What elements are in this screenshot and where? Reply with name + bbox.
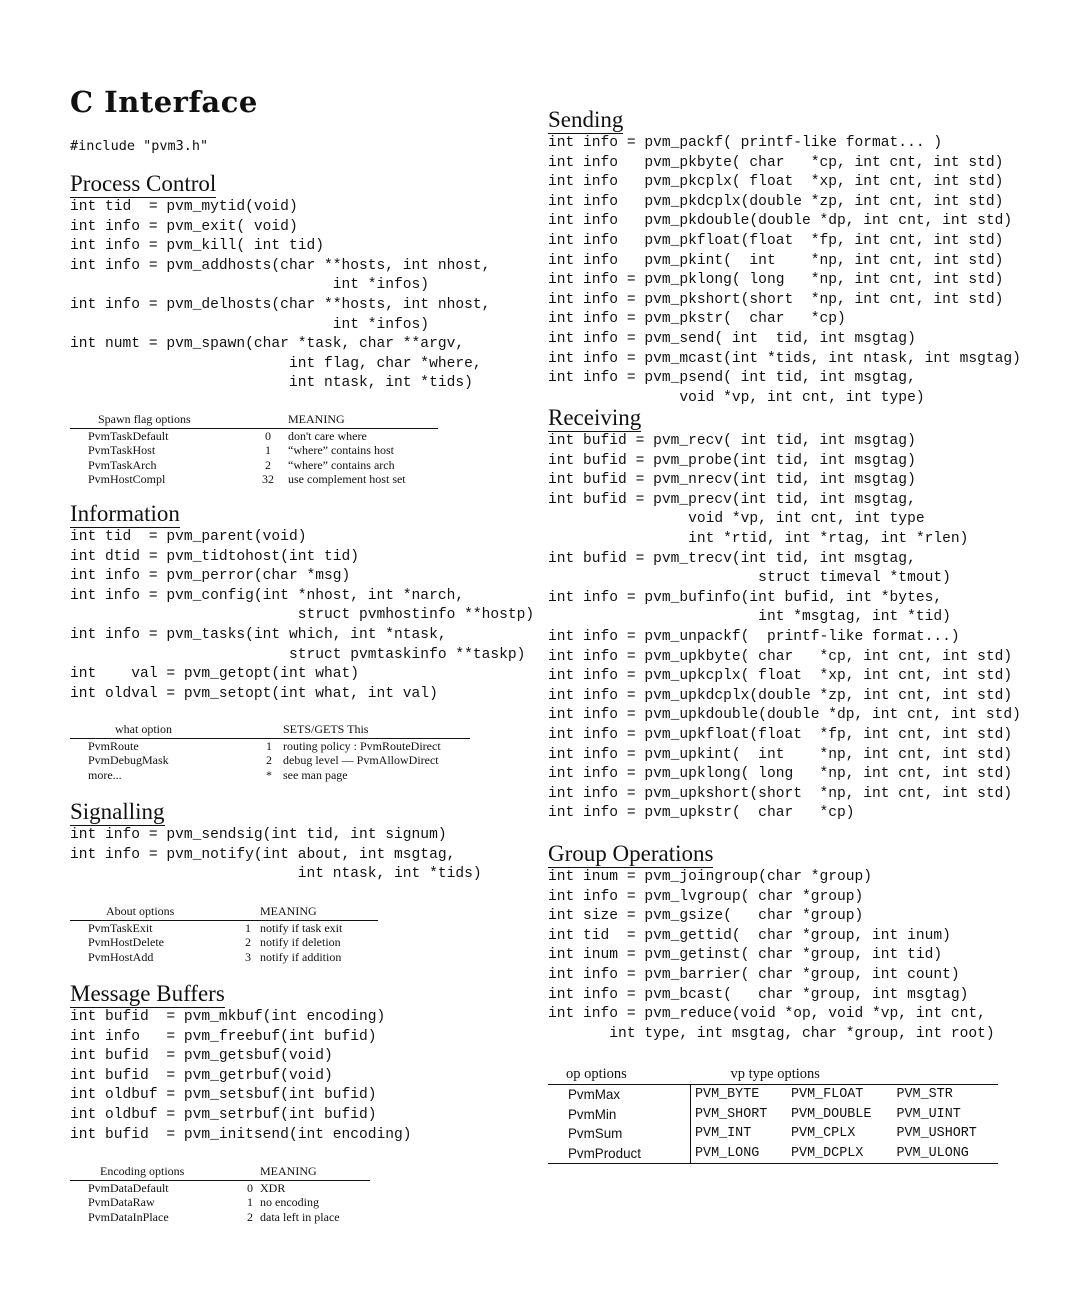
cell: 2 xyxy=(265,457,271,472)
table-row xyxy=(70,443,438,458)
table-header: Spawn flag options xyxy=(70,412,248,428)
cell: 1 xyxy=(245,920,251,935)
cell: 0 xyxy=(247,1180,253,1195)
cell: PVM_SHORT xyxy=(695,1106,768,1122)
information-section xyxy=(70,502,534,704)
cell: PvmMax xyxy=(548,1085,691,1105)
cell: “where” contains arch xyxy=(288,457,395,472)
table-row xyxy=(70,738,470,753)
process-control-section xyxy=(70,172,490,394)
receiving-section xyxy=(548,406,1021,824)
cell: PvmMin xyxy=(548,1105,691,1125)
cell: no encoding xyxy=(260,1195,319,1209)
section-title: Message Buffers xyxy=(70,981,225,1006)
include-line: #include "pvm3.h" xyxy=(70,138,209,154)
cell: routing policy : PvmRouteDirect xyxy=(283,738,441,753)
table-header: Encoding options xyxy=(70,1164,240,1180)
cell: PvmHostAdd xyxy=(88,949,154,964)
process-control-code: int tid = pvm_mytid(void) int info = pvm_exit( void) int info = pvm_kill( int tid) int info = pvm_addhosts(char **hosts, int nhost, int *infos) int info = pvm_delhosts(char **hosts, int nhost, int *infos) int numt = pvm_spawn(char *task, char **argv, int flag, char *where, int ntask, int *tids) xyxy=(70,199,491,392)
cell: notify if addition xyxy=(260,949,342,964)
cell: PVM_UINT xyxy=(896,1106,961,1122)
what-option-table xyxy=(70,722,470,782)
signalling-code: int info = pvm_sendsig(int tid, int signum) int info = pvm_notify(int about, int msgtag, int ntask, int *tids) xyxy=(70,827,482,883)
cell: 1 xyxy=(266,738,272,753)
section-title: Sending xyxy=(548,107,624,132)
cell: PVM_DOUBLE xyxy=(791,1106,872,1122)
section-title: Signalling xyxy=(70,799,165,824)
table-header xyxy=(236,904,260,920)
table-header: SETS/GETS This xyxy=(283,722,470,738)
cell: 32 xyxy=(262,472,274,486)
cell: PvmDebugMask xyxy=(88,753,169,767)
group-operations-section xyxy=(548,842,995,1044)
cell: 1 xyxy=(247,1195,253,1209)
cell: PvmDataRaw xyxy=(88,1195,155,1209)
table-header: op options xyxy=(548,1066,691,1085)
table-row xyxy=(70,768,470,783)
cell: PVM_LONG xyxy=(695,1145,760,1161)
cell: PvmTaskHost xyxy=(88,443,156,457)
encoding-options-table xyxy=(70,1164,370,1224)
cell: PvmHostCompl xyxy=(88,472,166,486)
cell: PvmHostDelete xyxy=(88,935,164,949)
table-row xyxy=(70,1195,370,1210)
information-code: int tid = pvm_parent(void) int dtid = pvm_tidtohost(int tid) int info = pvm_perror(char *msg) int info = pvm_config(int *nhost, int *narch, struct pvmhostinfo **hostp) int info = pvm_tasks(int which, int *ntask, struct pvmtaskinfo **taskp) int val = pvm_getopt(int what) int oldval = pvm_setopt(int what, int val) xyxy=(70,529,535,702)
cell: 2 xyxy=(245,935,251,949)
cell: PvmSum xyxy=(548,1124,691,1144)
cell: * xyxy=(266,767,272,782)
op-options-table xyxy=(548,1066,998,1164)
cell: PVM_USHORT xyxy=(896,1126,977,1141)
signalling-section xyxy=(70,800,482,885)
table-row xyxy=(548,1105,998,1125)
page-title: C Interface xyxy=(70,85,258,119)
cell: PVM_ULONG xyxy=(896,1145,969,1161)
table-header: About options xyxy=(70,904,236,920)
cell: notify if task exit xyxy=(260,920,343,935)
table-row xyxy=(70,950,378,965)
cell: data left in place xyxy=(260,1209,340,1224)
cell: 2 xyxy=(266,753,272,767)
message-buffers-code: int bufid = pvm_mkbuf(int encoding) int info = pvm_freebuf(int bufid) int bufid = pvm_getsbuf(void) int bufid = pvm_getrbuf(void) int oldbuf = pvm_setsbuf(int bufid) int oldbuf = pvm_setrbuf(int bufid) int bufid = pvm_initsend(int encoding) xyxy=(70,1009,412,1143)
cell: 3 xyxy=(245,949,251,964)
table-header: MEANING xyxy=(260,1164,370,1180)
section-title: Group Operations xyxy=(548,841,714,866)
cell: PVM_CPLX xyxy=(791,1126,856,1141)
table-header xyxy=(248,412,288,428)
receiving-code: int bufid = pvm_recv( int tid, int msgtag) int bufid = pvm_probe(int tid, int msgtag) int bufid = pvm_nrecv(int tid, int msgtag) int bufid = pvm_precv(int tid, int msgtag, void *vp, int cnt, int type int *rtid, int *rtag, int *rlen) int bufid = pvm_trecv(int tid, int msgtag, struct timeval *tmout) int info = pvm_bufinfo(int bufid, int *bytes, int *msgtag, int *tid) int info = pvm_unpackf( printf-like format...) int info = pvm_upkbyte( char *cp, int cnt, int std) int info = pvm_upkcplx( float *xp, int cnt, int std) int info = pvm_upkdcplx(double *zp, int cnt, int std) int info = pvm_upkdouble(double *dp, int cnt, int std) int info = pvm_upkfloat(float *fp, int cnt, int std) int info = pvm_upkint( int *np, int cnt, int std) int info = pvm_upklong( long *np, int cnt, int std) int info = pvm_upkshort(short *np, int cnt, int std) int info = pvm_upkstr( char *cp) xyxy=(548,433,1021,822)
cell: PVM_DCPLX xyxy=(791,1145,864,1161)
table-header xyxy=(240,1164,260,1180)
cell: see man page xyxy=(283,767,348,782)
sending-section xyxy=(548,108,1021,408)
message-buffers-section xyxy=(70,982,412,1145)
group-operations-code: int inum = pvm_joingroup(char *group) int info = pvm_lvgroup( char *group) int size = pvm_gsize( char *group) int tid = pvm_gettid( char *group, int inum) int inum = pvm_getinst( char *group, int tid) int info = pvm_barrier( char *group, int count) int info = pvm_bcast( char *group, int msgtag) int info = pvm_reduce(void *op, void *vp, int cnt, int type, int msgtag, char *group, int root) xyxy=(548,869,995,1042)
cell: PvmDataInPlace xyxy=(88,1209,169,1224)
table-row xyxy=(70,472,438,487)
cell: PVM_INT xyxy=(695,1126,752,1141)
cell: PvmRoute xyxy=(88,738,139,753)
table-row xyxy=(70,935,378,950)
cell: PvmTaskDefault xyxy=(88,428,169,443)
table-row xyxy=(548,1144,998,1164)
table-header: what option xyxy=(70,722,255,738)
cell: notify if deletion xyxy=(260,935,341,949)
cell: “where” contains host xyxy=(288,443,394,457)
cell: don't care where xyxy=(288,428,367,443)
section-title: Receiving xyxy=(548,405,642,430)
table-header xyxy=(255,722,283,738)
table-row xyxy=(548,1124,998,1144)
table-row xyxy=(70,458,438,473)
about-options-table xyxy=(70,904,378,964)
table-header: MEANING xyxy=(288,412,438,428)
sending-code: int info = pvm_packf( printf-like format... ) int info pvm_pkbyte( char *cp, int cnt, int std) int info pvm_pkcplx( float *xp, int cnt, int std) int info pvm_pkdcplx(double *zp, int cnt, int std) int info pvm_pkdouble(double *dp, int cnt, int std) int info pvm_pkfloat(float *fp, int cnt, int std) int info pvm_pkint( int *np, int cnt, int std) int info = pvm_pklong( long *np, int cnt, int std) int info = pvm_pkshort(short *np, int cnt, int std) int info = pvm_pkstr( char *cp) int info = pvm_send( int tid, int msgtag) int info = pvm_mcast(int *tids, int ntask, int msgtag) int info = pvm_psend( int tid, int msgtag, void *vp, int cnt, int type) xyxy=(548,135,1021,406)
cell: 2 xyxy=(247,1209,253,1224)
cell: PVM_STR xyxy=(896,1087,953,1102)
table-row xyxy=(70,1180,370,1195)
table-row xyxy=(548,1085,998,1105)
cell: PvmTaskArch xyxy=(88,457,157,472)
cell: PvmTaskExit xyxy=(88,920,153,935)
cell: PvmProduct xyxy=(548,1144,691,1164)
cell: PVM_BYTE xyxy=(695,1087,760,1102)
table-row xyxy=(70,428,438,443)
cell: more... xyxy=(88,767,122,782)
cell: PVM_FLOAT xyxy=(791,1087,864,1102)
table-row xyxy=(70,920,378,935)
section-title: Information xyxy=(70,501,180,526)
table-row xyxy=(70,1210,370,1225)
table-header: vp type options xyxy=(691,1066,999,1085)
cell: 0 xyxy=(265,428,271,443)
cell: 1 xyxy=(265,443,271,457)
table-header: MEANING xyxy=(260,904,378,920)
cell: XDR xyxy=(260,1180,286,1195)
spawn-flag-table xyxy=(70,412,438,487)
cell: PvmDataDefault xyxy=(88,1180,169,1195)
section-title: Process Control xyxy=(70,171,217,196)
cell: debug level — PvmAllowDirect xyxy=(283,753,439,767)
cell: use complement host set xyxy=(288,472,406,486)
table-row xyxy=(70,753,470,768)
